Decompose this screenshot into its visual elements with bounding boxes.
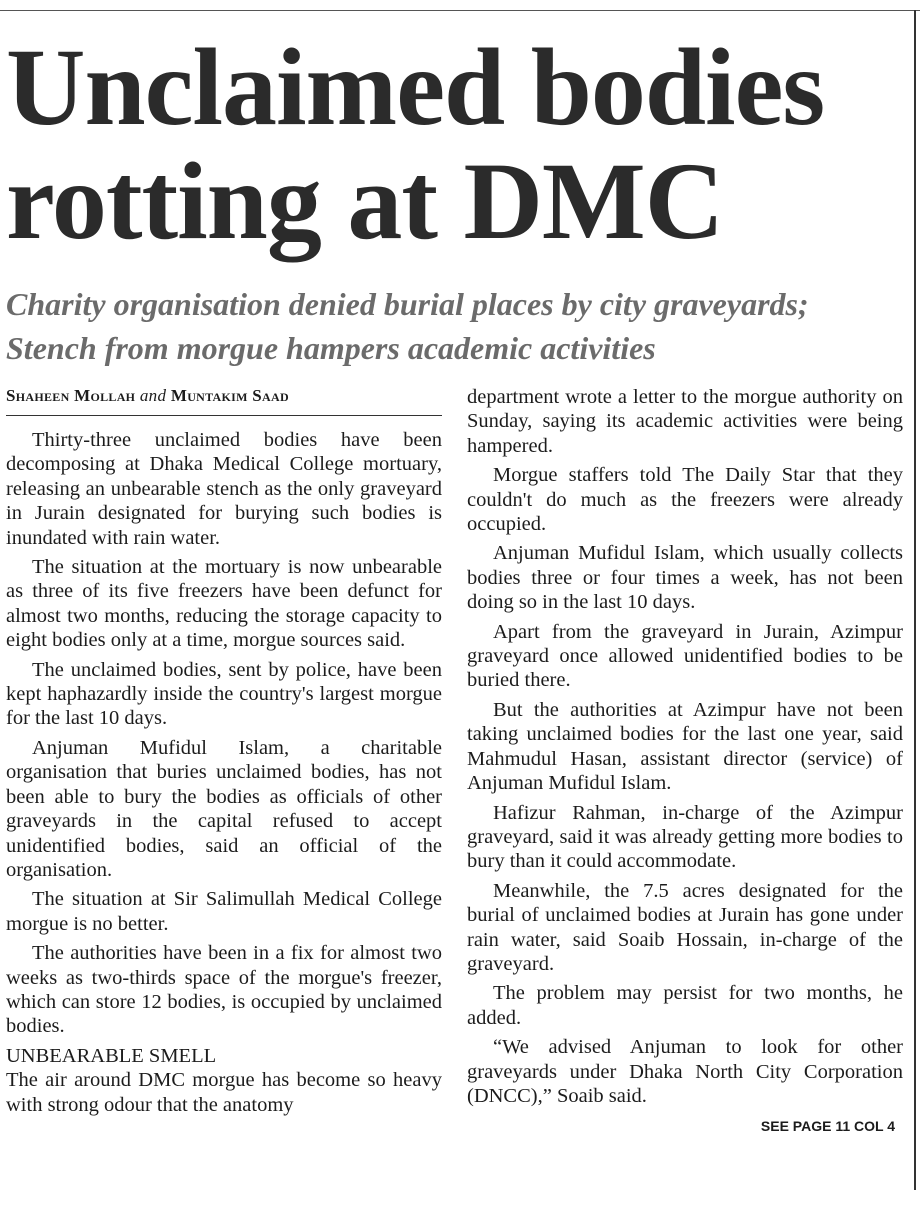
paragraph: Meanwhile, the 7.5 acres designated for the burial of unclaimed bodies at Jurain has gone under rain water, said Soaib Hossain, in-charge of the graveyard. <box>467 879 903 975</box>
paragraph: The situation at the mortuary is now unbearable as three of its five freezers have been defunct for almost two months, reducing the storage capacity to eight bodies only at a time, morgue sources said. <box>6 556 442 652</box>
paragraph: The situation at Sir Salimullah Medical College morgue is no better. <box>6 888 442 935</box>
headline-line-1: Unclaimed bodies <box>6 26 825 148</box>
paragraph: Anjuman Mufidul Islam, a charitable organisation that buries unclaimed bodies, has not been able to bury the bodies as officials of other graveyards in the capital refused to accept unidentified bodies, said an official of the organisation. <box>6 736 442 881</box>
paragraph: The authorities have been in a fix for almost two weeks as two-thirds space of the morgue's freezer, which can store 12 bodies, is occupied by unclaimed bodies. <box>6 942 442 1038</box>
paragraph: Hafizur Rahman, in-charge of the Azimpur graveyard, said it was already getting more bodies to bury than it could accommodate. <box>467 801 903 873</box>
byline-conjunction: and <box>139 386 167 405</box>
paragraph: The air around DMC morgue has become so heavy with strong odour that the anatomy <box>6 1069 442 1116</box>
paragraph: “We advised Anjuman to look for other graveyards under Dhaka North City Corporation (DNCC),” Soaib said. <box>467 1036 903 1107</box>
paragraph: Thirty-three unclaimed bodies have been decomposing at Dhaka Medical College mortuary, releasing an unbearable stench as the only graveyard in Jurain designated for burying such bodies is inundated with rain water. <box>6 429 442 549</box>
paragraph: The unclaimed bodies, sent by police, have been kept haphazardly inside the country's largest morgue for the last 10 days. <box>6 658 442 730</box>
paragraph: Morgue staffers told The Daily Star that they couldn't do much as the freezers were already occupied. <box>467 464 903 536</box>
deck-line-1: Charity organisation denied burial places by city graveyards; <box>6 286 809 322</box>
paragraph: But the authorities at Azimpur have not been taking unclaimed bodies for the last one year, said Mahmudul Hasan, assistant director (service) of Anjuman Mufidul Islam. <box>467 698 903 795</box>
page-edge-rule <box>914 10 916 1190</box>
article-column-left <box>6 385 442 1122</box>
paragraph: Anjuman Mufidul Islam, which usually collects bodies three or four times a week, has not been doing so in the last 10 days. <box>467 542 903 614</box>
byline-author-1: Shaheen Mollah <box>6 386 136 405</box>
paragraph-continuation: department wrote a letter to the morgue authority on Sunday, saying its academic activities were being hampered. <box>467 386 903 457</box>
headline-line-2: rotting at DMC <box>6 140 724 262</box>
headline <box>6 26 906 262</box>
deck-line-2: Stench from morgue hampers academic activities <box>6 330 656 366</box>
byline-author-2: Muntakim Saad <box>170 386 289 405</box>
subheadline-deck <box>6 282 912 370</box>
byline <box>6 385 442 416</box>
section-subhead: UNBEARABLE SMELL <box>6 1044 217 1067</box>
continued-jump-line: SEE PAGE 11 COL 4 <box>760 1118 895 1135</box>
article-column-right <box>467 385 903 1139</box>
top-rule <box>0 10 920 11</box>
paragraph: Apart from the graveyard in Jurain, Azimpur graveyard once allowed unidentified bodies to be buried there. <box>467 620 903 692</box>
paragraph: The problem may persist for two months, he added. <box>467 982 903 1029</box>
